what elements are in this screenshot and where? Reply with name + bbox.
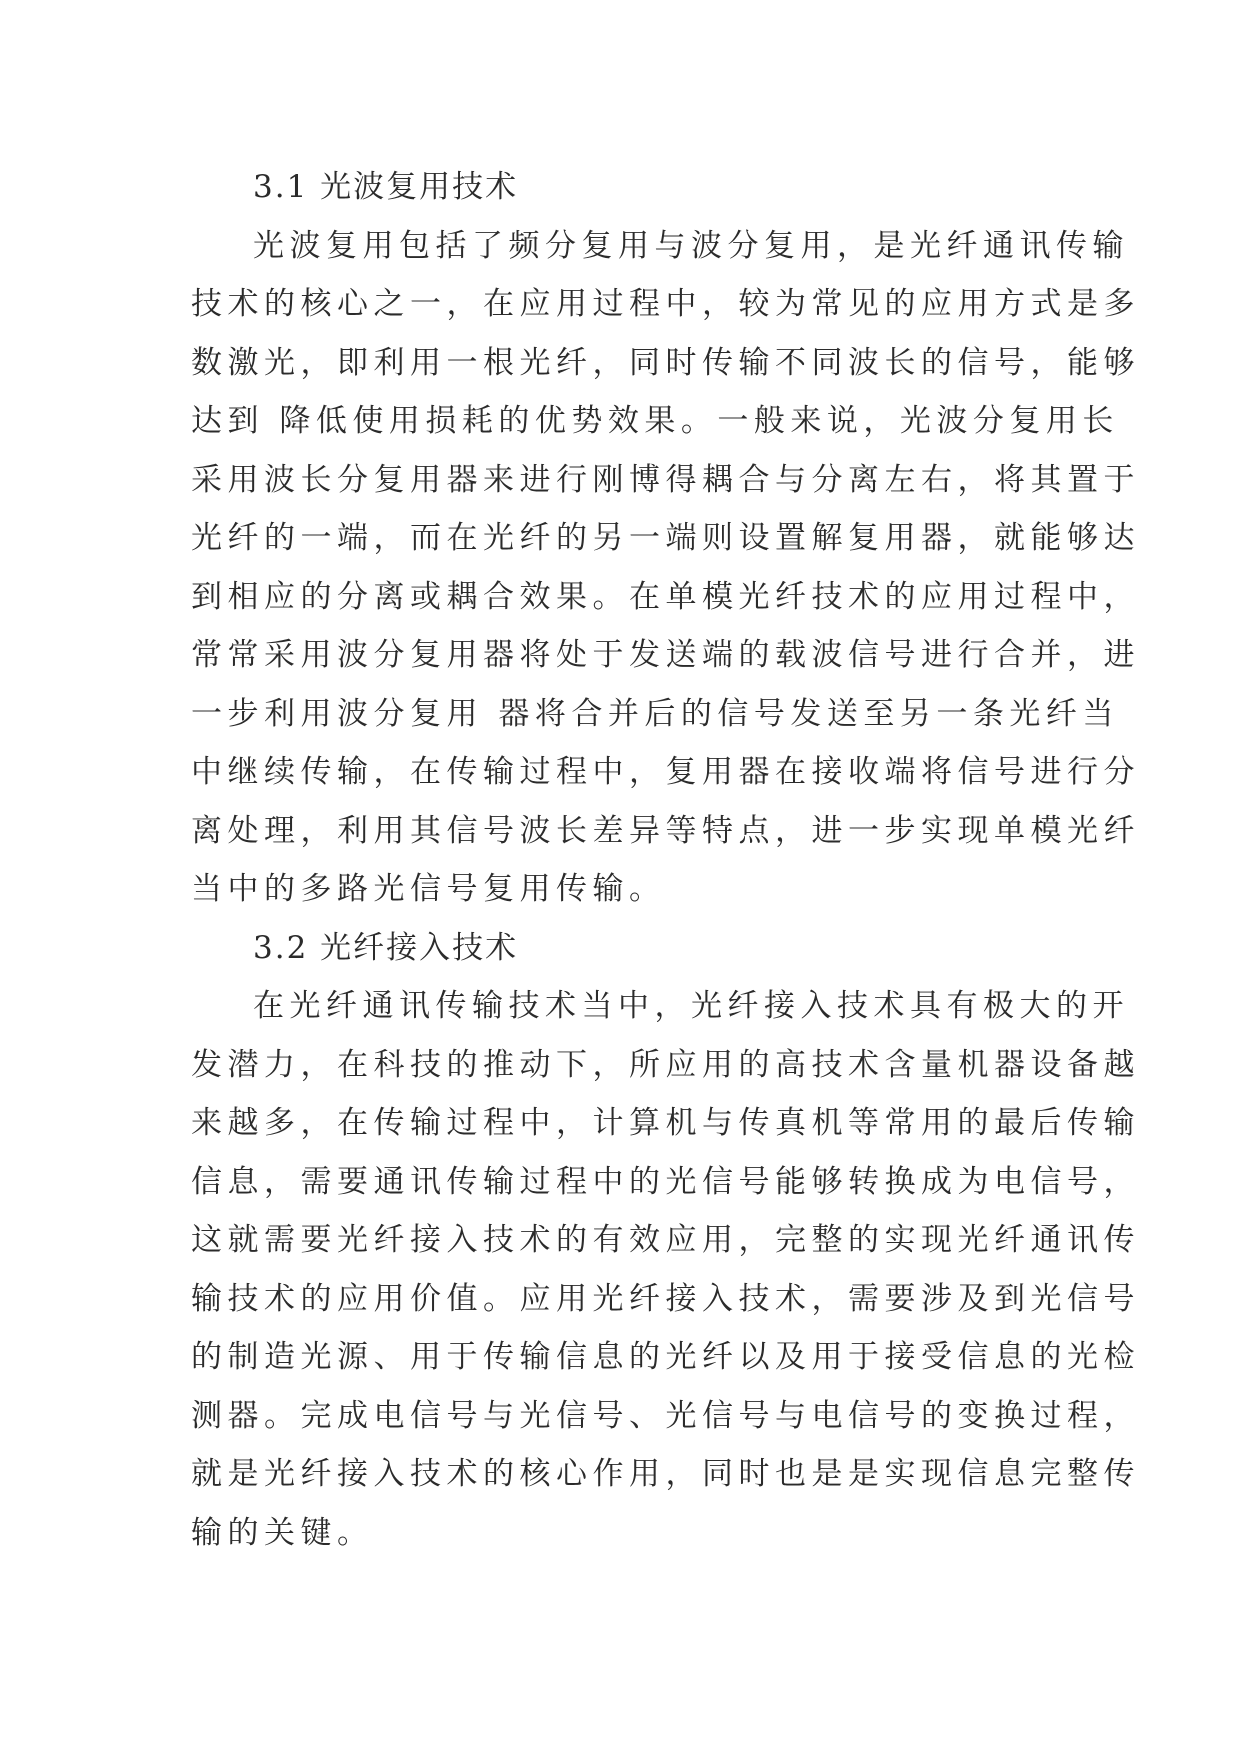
paragraph-line: 的制造光源、用于传输信息的光纤以及用于接受信息的光检 (191, 1339, 1140, 1375)
paragraph-line: 就是光纤接入技术的核心作用，同时也是是实现信息完整传 (191, 1456, 1140, 1492)
paragraph-line: 测器。完成电信号与光信号、光信号与电信号的变换过程， (191, 1397, 1140, 1434)
paragraph-line: 来越多，在传输过程中，计算机与传真机等常用的最后传输 (191, 1105, 1140, 1141)
paragraph-line: 到相应的分离或耦合效果。在单模光纤技术的应用过程中， (191, 578, 1140, 615)
paragraph-line: 这就需要光纤接入技术的有效应用，完整的实现光纤通讯传 (191, 1222, 1140, 1258)
paragraph-line: 在光纤通讯传输技术当中，光纤接入技术具有极大的开 (253, 988, 1129, 1024)
section-heading: 3.2 光纤接入技术 (253, 929, 519, 966)
paragraph-line: 信息，需要通讯传输过程中的光信号能够转换成为电信号， (191, 1163, 1140, 1200)
document-body (191, 158, 1140, 1562)
paragraph-line: 发潜力，在科技的推动下，所应用的高技术含量机器设备越 (191, 1046, 1140, 1083)
section-heading: 3.1 光波复用技术 (253, 169, 519, 205)
paragraph-line: 当中的多路光信号复用传输。 (191, 871, 666, 907)
paragraph-line: 输技术的应用价值。应用光纤接入技术，需要涉及到光信号 (191, 1280, 1140, 1317)
paragraph-line: 中继续传输，在传输过程中，复用器在接收端将信号进行分 (191, 754, 1140, 790)
paragraph-line: 光纤的一端，而在光纤的另一端则设置解复用器，就能够达 (191, 520, 1140, 556)
paragraph-line: 达到 降低使用损耗的优势效果。一般来说，光波分复用长 (191, 403, 1119, 439)
paragraph-line: 技术的核心之一，在应用过程中，较为常见的应用方式是多 (191, 286, 1140, 322)
paragraph-line: 常常采用波分复用器将处于发送端的载波信号进行合并，进 (191, 637, 1140, 673)
paragraph-line: 采用波长分复用器来进行刚博得耦合与分离左右，将其置于 (191, 461, 1140, 498)
paragraph-line: 输的关键。 (191, 1514, 374, 1551)
paragraph-line: 光波复用包括了频分复用与波分复用，是光纤通讯传输 (253, 227, 1129, 264)
paragraph-line: 数激光，即利用一根光纤，同时传输不同波长的信号，能够 (191, 344, 1140, 381)
paragraph-line: 离处理，利用其信号波长差异等特点，进一步实现单模光纤 (191, 812, 1140, 849)
paragraph-line: 一步利用波分复用 器将合并后的信号发送至另一条光纤当 (191, 695, 1119, 732)
